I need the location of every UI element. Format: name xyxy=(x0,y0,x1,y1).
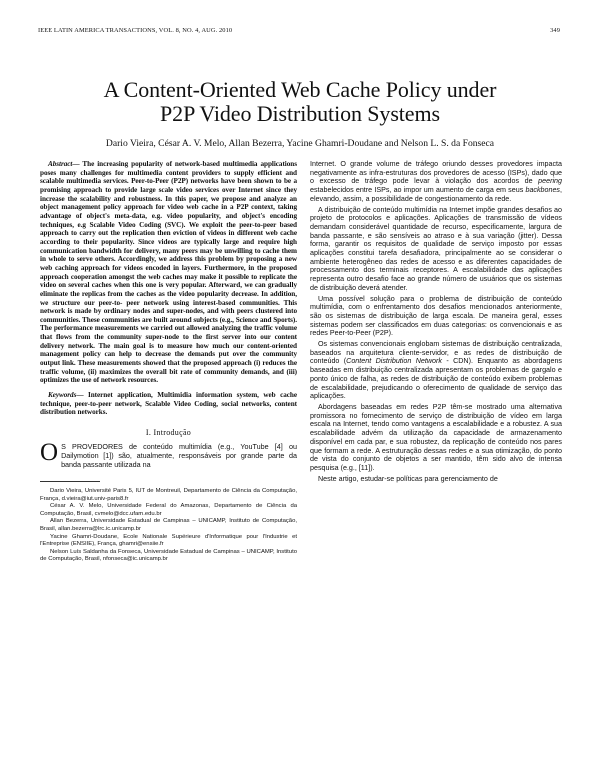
keywords xyxy=(40,391,297,417)
running-header xyxy=(38,27,560,37)
paragraph-3: Uma possível solução para o problema de distribuição de conteúdo multimídia, com o enfrentamento dos desafios mencionados anteriormente, são os sistemas de distribuição de larga escala. De maneira geral, esses sistemas podem ser classificados em duas categorias: os convencionais e as redes Peer-to-Peer (P2P). xyxy=(310,294,562,338)
footnote-3: Allan Bezerra, Universidade Estadual de Campinas – UNICAMP, Instituto de Computação, Brasil, allan.bezerra@lrc.ic.unicamp.br xyxy=(40,518,297,532)
abstract xyxy=(40,160,297,385)
p1-italic-peering: peering xyxy=(538,177,562,186)
paragraph-6: Neste artigo, estudar-se políticas para gerenciamento de xyxy=(318,474,498,483)
footnote-rule xyxy=(40,481,100,482)
keywords-text: — Internet application, Multimidia information system, web cache technique, peer-to-peer network, Scalable Video Coding, social networks, content distribution networks. xyxy=(40,391,297,417)
footnote-4: Yacine Ghamri-Doudane, Ecole Nationale Supérieure d'Informatique pour l'Industrie et l'Entreprise (ENSIIE), França, ghamri@ensiie.fr xyxy=(40,533,297,548)
author-list: Dario Vieira, César A. V. Melo, Allan Bezerra, Yacine Ghamri-Doudane and Nelson L. S. da Fonseca xyxy=(105,138,495,149)
drop-cap: O xyxy=(40,438,59,466)
right-column xyxy=(310,160,562,483)
intro-text: S PROVEDORES de conteúdo multimídia (e.g., YouTube [4] ou Dailymotion [1]) são, atualmente, responsáveis por grande parte da banda passante utilizada na xyxy=(61,441,297,469)
title-line-2: P2P Video Distribution Systems xyxy=(160,101,440,126)
p1-text-c: , elevando, assim, a possibilidade de congestionamento da rede. xyxy=(310,186,562,203)
p4-text-b: - CDN). Enquanto as abordagens baseadas em distribuição centralizada apresentam os problemas de gargalo e ponto único de falha, as redes de distribuição de conteúdo exibem problemas de escalabilidade, prejudicando o oferecimento de qualidade de serviço das aplicações. xyxy=(310,357,562,401)
footnote-5: Nelson Luís Saldanha da Fonseca, Universidade Estadual de Campinas – UNICAMP, Instituto de Computação, Brasil, nfonseca@ic.unicamp.br xyxy=(40,548,297,563)
footnote-1: Dario Vieira, Université Paris 5, IUT de Montreuil, Departamento de Ciência da Computação, França, d.vieira@iut.univ-paris8.fr xyxy=(40,487,297,502)
paragraph-4 xyxy=(310,340,562,401)
paragraph-2: A distribuição de conteúdo multimídia na Internet impõe grandes desafios ao projeto de protocolos e aplicações. Aplicações de transmissão de vídeos demandam considerável quantidade de recurso, especificamente, largura de banda passante, e são sensíveis ao atraso e à sua variação (jitter). Dessa forma, garantir os requisitos de qualidade de serviço imposto por essas aplicações constitui tarefa desafiadora, principalmente ao se considerar o ambiente heterogêneo das redes de acesso e as diferentes capacidades de processamento dos terminais receptores. A escalabilidade das aplicações representa outro desafio face ao grande número de usuários que os sistemas de distribuição deverá atender. xyxy=(310,205,562,292)
p1-italic-backbones: backbones xyxy=(525,186,561,195)
paragraph-1 xyxy=(310,160,562,204)
abstract-label: Abstract xyxy=(48,160,73,168)
p4-text-a: Os sistemas convencionais englobam sistemas de distribuição centralizada, baseados na arquitetura cliente-servidor, e as redes de distribuição de conteúdo ( xyxy=(310,340,562,366)
intro-paragraph xyxy=(40,438,297,469)
p4-italic-cdn: Content Distribution Network xyxy=(346,357,442,366)
footnote-2: César A. V. Melo, Universidade Federal do Amazonas, Departamento de Ciência da Computação, Brasil, cvmelo@dcc.ufam.edu.br xyxy=(40,503,297,517)
page-number: 349 xyxy=(550,27,560,34)
paragraph-5: Abordagens baseadas em redes P2P têm-se mostrado uma alternativa promissora no fornecimento de serviço de distribuição de vídeo em larga escala na Internet, tendo como vantagens a escalabilidade e a robustez. A sua escalabilidade advém da utilização da capacidade de armazenamento disponível em cada par, e sua robustez, da replicação de conteúdo nos pares que formam a rede. A estruturação dessas redes e a sua otimização, do ponto de vista do conjunto de objetos a ser mantido, têm sido alvo de intensa pesquisa (e.g., [11]). xyxy=(310,402,562,472)
left-column xyxy=(40,160,297,564)
section-heading: I. Introdução xyxy=(145,428,192,438)
keywords-label: Keywords xyxy=(48,391,77,400)
p1-text-a: Internet. O grande volume de tráfego oriundo desses provedores impacta negativamente as infra-estruturas dos provedores de acesso (ISPs), dado que o excesso de tráfego pode levar à violação dos acordos de xyxy=(310,160,562,186)
journal-header: IEEE LATIN AMERICA TRANSACTIONS, VOL. 8, NO. 4, AUG. 2010 xyxy=(38,27,233,34)
title-line-1: A Content-Oriented Web Cache Policy under xyxy=(103,77,497,102)
p1-text-b: estabelecidos entre ISPs, ao impor um aumento de carga em seus xyxy=(310,186,526,195)
abstract-text: — The increasing popularity of network-based multimedia applications poses many challenges for multimedia content providers to supply efficient and scalable multimedia services. Peer-to-Peer (P2P) networks have been shown to be a promising approach to provide large scale video services over Internet since they increase the scalability and robustness. In this paper, we propose and analyze an object management policy approach for video web cache in a P2P context, taking advantage of object's meta-data, e.g. video popularity, and object's encoding techniques, e.g Scalable Video Coding (SVC). We exploit the peer-to-peer based approach to carry out the replication then eviction of videos in different web cache according to their popularity. Since videos are typically large and require high communication bandwidth for delivery, many peers may be unwilling to cache them in whole to serve others. Accordingly, we address this problem by proposing a new web caching approach for videos encoded in layers. Furthermore, in the proposed approach cooperation amongst the web caches may make it possible to replicate the video on several caches when this one is very popular. Afterward, we can gradually eliminate the replicas from the caches as the video popularity decrease. In addition, we structure our peer-to- peer network using interest-based communities. This network is made by ordinary nodes and super-nodes, and with peers clustered into communities. These communities are built around subjects (e.g., Science and Sports). The performance measurements we carried out allowed analyzing the traffic volume that flows from the community super-node to the first server into our content delivery network. The main goal is to measure how much our content-oriented management policy can help to decrease the demands put over the community output link. These measurements showed that the proposed approach (i) reduces the traffic volume, (ii) maximizes the overall bit rate of community demands, and (iii) optimizes the use of network resources. xyxy=(40,160,297,385)
paper-title xyxy=(40,78,560,126)
